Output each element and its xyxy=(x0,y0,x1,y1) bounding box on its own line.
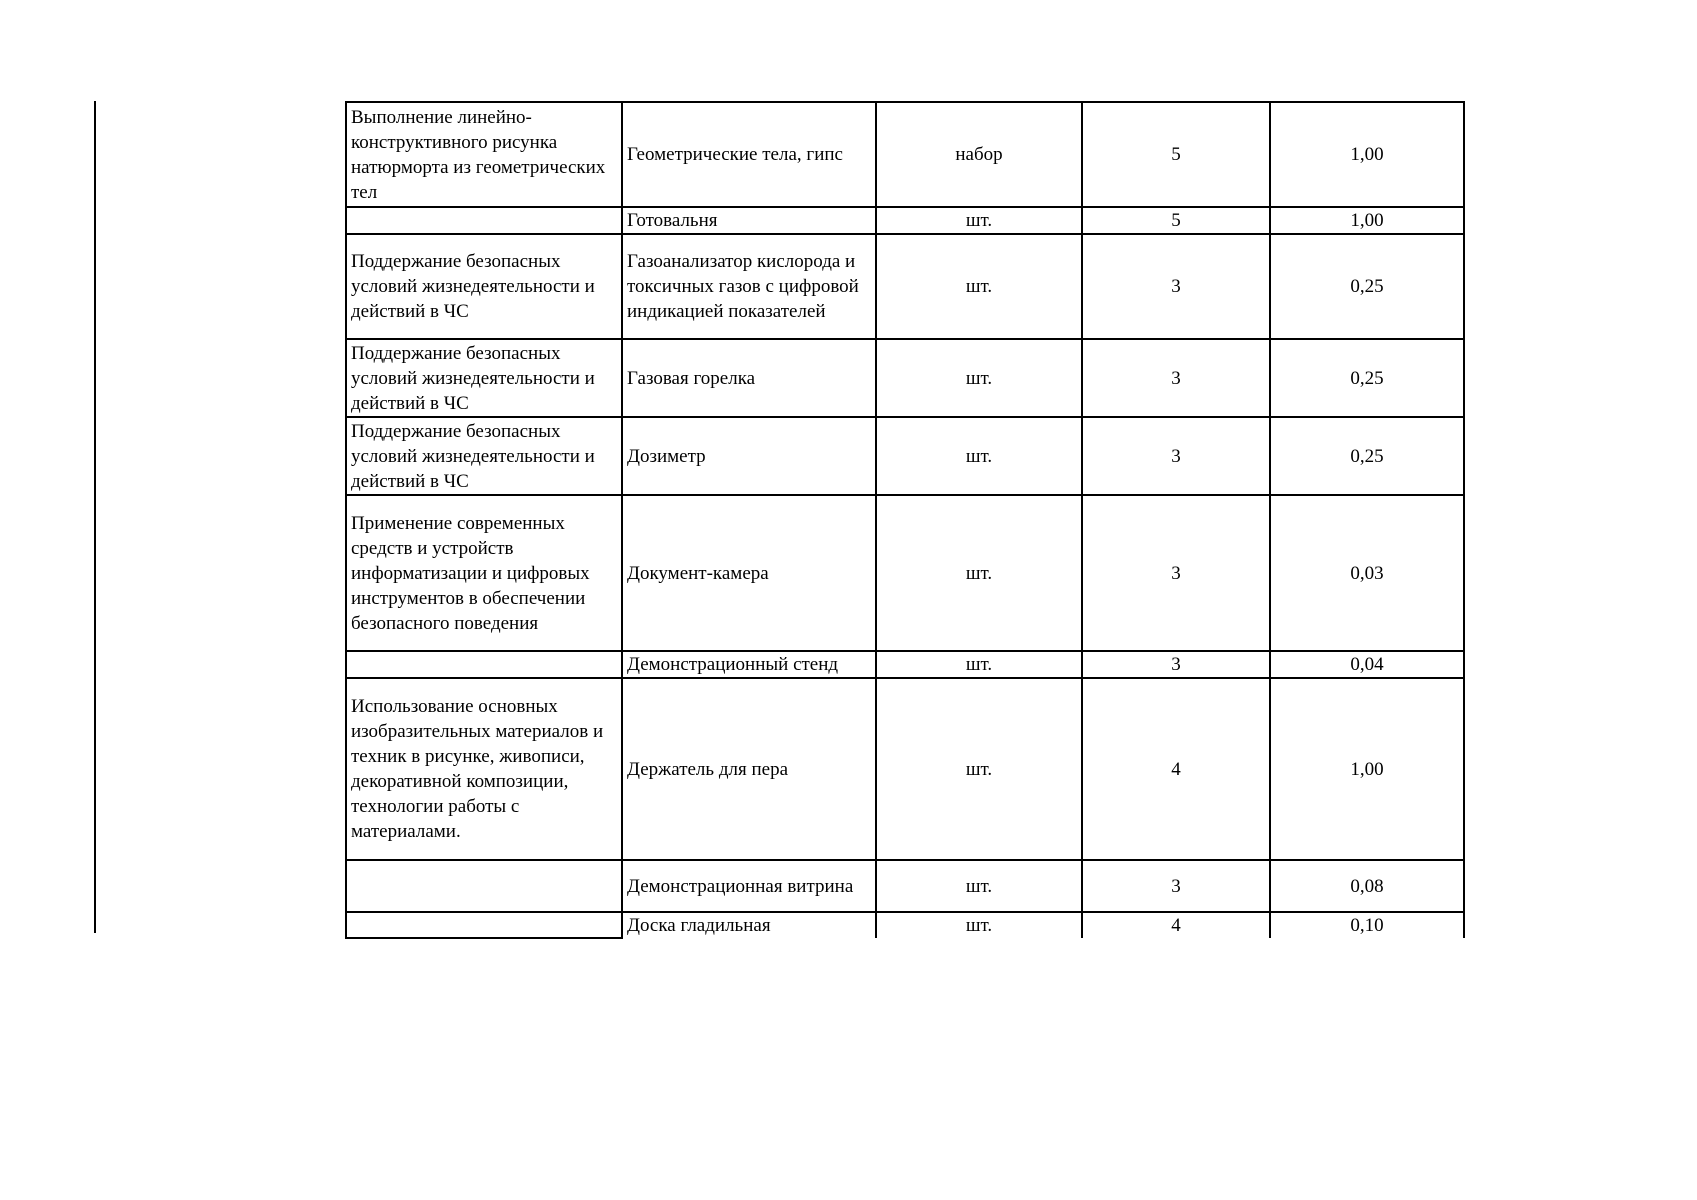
activity-cell: Выполнение линейно- конструктивного рисунка натюрморта из геометрических тел xyxy=(346,102,622,207)
table-row xyxy=(346,339,1464,417)
unit-cell: шт. xyxy=(876,678,1082,860)
table-row xyxy=(346,860,1464,912)
unit-cell: шт. xyxy=(876,651,1082,678)
activity-cell: Поддержание безопасных условий жизнедеятельности и действий в ЧС xyxy=(346,234,622,339)
coefficient-cell: 1,00 xyxy=(1270,207,1464,234)
unit-cell: шт. xyxy=(876,860,1082,912)
activity-cell: Использование основных изобразительных материалов и техник в рисунке, живописи, декоративной композиции, технологии работы с материалами. xyxy=(346,678,622,860)
equipment-name-cell: Дозиметр xyxy=(622,417,876,495)
activity-cell xyxy=(346,912,622,938)
table-row xyxy=(346,651,1464,678)
table-row xyxy=(346,234,1464,339)
activity-cell: Поддержание безопасных условий жизнедеятельности и действий в ЧС xyxy=(346,339,622,417)
quantity-cell: 4 xyxy=(1082,912,1270,938)
quantity-cell: 3 xyxy=(1082,651,1270,678)
quantity-cell: 3 xyxy=(1082,417,1270,495)
unit-cell: шт. xyxy=(876,207,1082,234)
quantity-cell: 4 xyxy=(1082,678,1270,860)
quantity-cell: 3 xyxy=(1082,860,1270,912)
unit-cell: шт. xyxy=(876,339,1082,417)
unit-cell: шт. xyxy=(876,495,1082,651)
coefficient-cell: 1,00 xyxy=(1270,102,1464,207)
activity-cell: Поддержание безопасных условий жизнедеятельности и действий в ЧС xyxy=(346,417,622,495)
coefficient-cell: 1,00 xyxy=(1270,678,1464,860)
activity-cell xyxy=(346,860,622,912)
unit-cell: шт. xyxy=(876,417,1082,495)
equipment-name-cell: Газоанализатор кислорода и токсичных газов с цифровой индикацией показателей xyxy=(622,234,876,339)
equipment-table xyxy=(345,101,1465,939)
table-row xyxy=(346,102,1464,207)
quantity-cell: 3 xyxy=(1082,495,1270,651)
activity-cell: Применение современных средств и устройств информатизации и цифровых инструментов в обеспечении безопасного поведения xyxy=(346,495,622,651)
equipment-name-cell: Документ-камера xyxy=(622,495,876,651)
coefficient-cell: 0,04 xyxy=(1270,651,1464,678)
equipment-name-cell: Демонстрационный стенд xyxy=(622,651,876,678)
equipment-name-cell: Держатель для пера xyxy=(622,678,876,860)
table-row xyxy=(346,678,1464,860)
coefficient-cell: 0,25 xyxy=(1270,234,1464,339)
unit-cell: шт. xyxy=(876,234,1082,339)
quantity-cell: 3 xyxy=(1082,339,1270,417)
table-row xyxy=(346,417,1464,495)
coefficient-cell: 0,25 xyxy=(1270,417,1464,495)
equipment-name-cell: Доска гладильная xyxy=(622,912,876,938)
unit-cell: набор xyxy=(876,102,1082,207)
quantity-cell: 5 xyxy=(1082,102,1270,207)
coefficient-cell: 0,08 xyxy=(1270,860,1464,912)
activity-cell xyxy=(346,207,622,234)
table-row xyxy=(346,495,1464,651)
unit-cell: шт. xyxy=(876,912,1082,938)
equipment-name-cell: Готовальня xyxy=(622,207,876,234)
activity-cell xyxy=(346,651,622,678)
table-row xyxy=(346,912,1464,938)
coefficient-cell: 0,10 xyxy=(1270,912,1464,938)
left-margin-rule xyxy=(94,101,96,933)
coefficient-cell: 0,03 xyxy=(1270,495,1464,651)
equipment-name-cell: Геометрические тела, гипс xyxy=(622,102,876,207)
table-row xyxy=(346,207,1464,234)
quantity-cell: 5 xyxy=(1082,207,1270,234)
equipment-name-cell: Демонстрационная витрина xyxy=(622,860,876,912)
coefficient-cell: 0,25 xyxy=(1270,339,1464,417)
equipment-name-cell: Газовая горелка xyxy=(622,339,876,417)
quantity-cell: 3 xyxy=(1082,234,1270,339)
